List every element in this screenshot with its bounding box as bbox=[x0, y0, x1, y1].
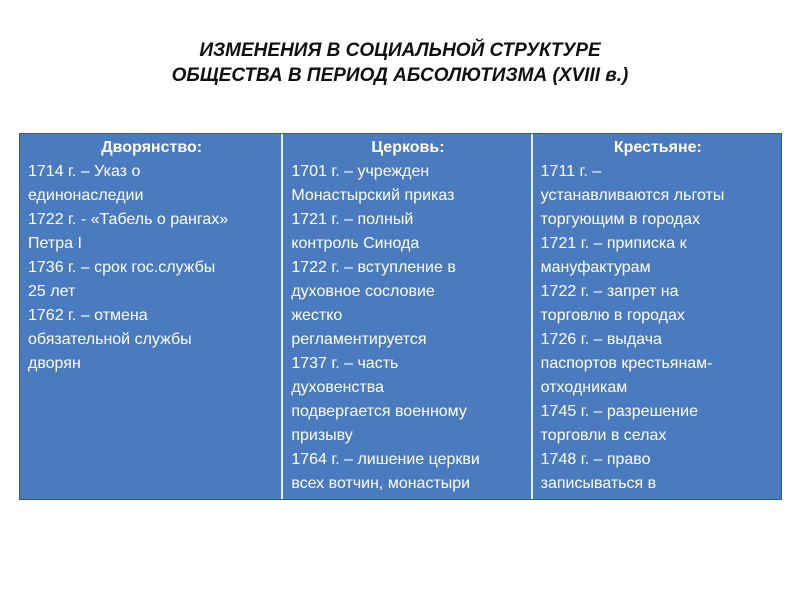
church-entry-1721: 1721 г. – полный контроль Синода bbox=[291, 211, 420, 252]
church-entry-1737: 1737 г. – часть духовенства подвергается военному призыву bbox=[291, 355, 467, 444]
social-structure-table bbox=[19, 133, 782, 500]
column-peasants bbox=[531, 134, 781, 499]
church-entry-1701: 1701 г. – учрежден Монастырский приказ bbox=[291, 163, 455, 204]
column-header-church: Церковь: bbox=[371, 139, 445, 156]
column-header-peasants: Крестьяне: bbox=[613, 139, 702, 156]
slide-title-line-1: ИЗМЕНЕНИЯ В СОЦИАЛЬНОЙ СТРУКТУРЕ bbox=[199, 40, 601, 61]
column-church bbox=[281, 134, 530, 499]
peasants-entry-1721: 1721 г. – приписка к мануфактурам bbox=[540, 235, 687, 276]
church-entry-1722: 1722 г. – вступление в духовное сословие жестко регламентируется bbox=[291, 259, 456, 348]
church-entry-1764: 1764 г. – лишение церкви всех вотчин, монастыри bbox=[291, 451, 480, 492]
slide-title-line-2: ОБЩЕСТВА В ПЕРИОД АБСОЛЮТИЗМА (XVIII в.) bbox=[171, 65, 629, 86]
nobility-entry-1714: 1714 г. – Указ о единонаследии bbox=[28, 163, 144, 204]
peasants-entry-1726: 1726 г. – выдача паспортов крестьянам- отходникам bbox=[540, 331, 713, 396]
nobility-entry-1736: 1736 г. – срок гос.службы 25 лет bbox=[28, 259, 216, 300]
peasants-entry-1722: 1722 г. – запрет на торговлю в городах bbox=[540, 283, 685, 324]
peasants-entry-1748: 1748 г. – право записываться в bbox=[540, 451, 657, 492]
column-header-nobility: Дворянство: bbox=[101, 139, 203, 156]
column-nobility bbox=[20, 134, 281, 499]
slide-title bbox=[0, 38, 800, 88]
nobility-entry-1762: 1762 г. – отмена обязательной службы дворян bbox=[28, 307, 192, 372]
peasants-entry-1711: 1711 г. – устанавливаются льготы торгующим в городах bbox=[540, 163, 725, 228]
peasants-entry-1745: 1745 г. – разрешение торговли в селах bbox=[540, 403, 698, 444]
nobility-entry-1722: 1722 г. - «Табель о рангах» Петра I bbox=[28, 211, 229, 252]
